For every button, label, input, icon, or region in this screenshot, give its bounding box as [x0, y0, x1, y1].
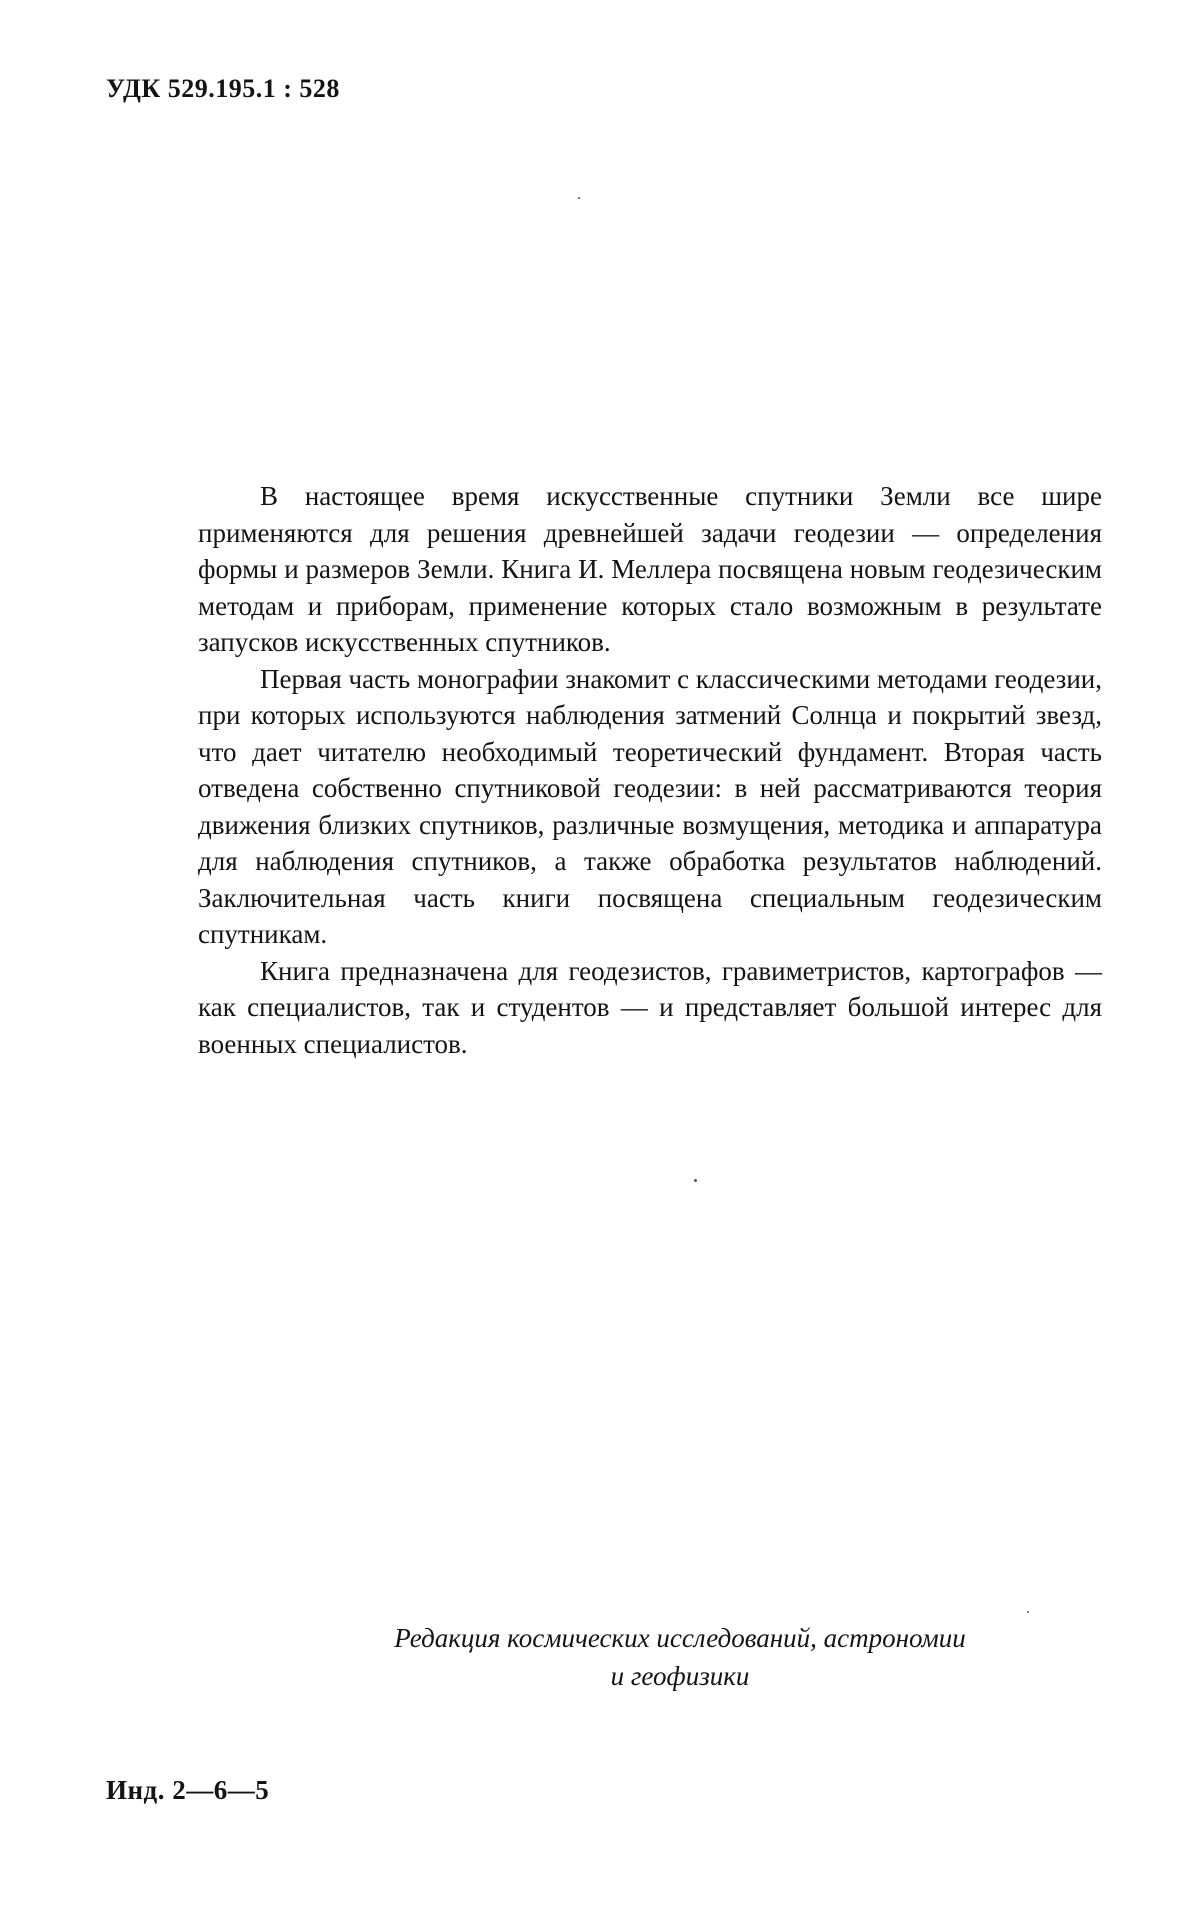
annotation-paragraph-3: Книга предназначена для геодезистов, гравиметристов, картографов — как специалистов, так и студентов — и представляет большой интерес для военных специалистов.: [198, 955, 1102, 1059]
scan-speck: [578, 197, 580, 199]
scan-speck: [694, 1179, 697, 1182]
editorial-line-1: Редакция космических исследований, астрономии: [394, 1623, 966, 1653]
annotation-text: [198, 478, 1102, 1062]
annotation-paragraph-2: Первая часть монографии знакомит с классическими методами геодезии, при которых используются наблюдения затмений Солнца и покрытий звезд, что дает читателю необходимый теоретический фундамент. Вторая часть отведена собственно спутниковой геодезии: в ней рассматриваются теория движения близких спутников, различные возмущения, методика и аппаратура для наблюдения спутников, а также обработка результатов наблюдений. Заключительная часть книги посвящена специальным геодезическим спутникам.: [198, 663, 1102, 949]
annotation-paragraph-1: В настоящее время искусственные спутники Земли все шире применяются для решения древнейшей задачи геодезии — определения формы и размеров Земли. Книга И. Меллера посвящена новым геодезическим методам и приборам, применение которых стало возможным в результате запусков искусственных спутников.: [198, 481, 1102, 657]
scan-speck: [1027, 1611, 1029, 1613]
editorial-line-2: и геофизики: [610, 1661, 750, 1691]
udc-code: УДК 529.195.1 : 528: [106, 74, 340, 103]
index-code: Инд. 2—6—5: [106, 1775, 270, 1805]
editorial-office: [198, 1619, 1102, 1695]
